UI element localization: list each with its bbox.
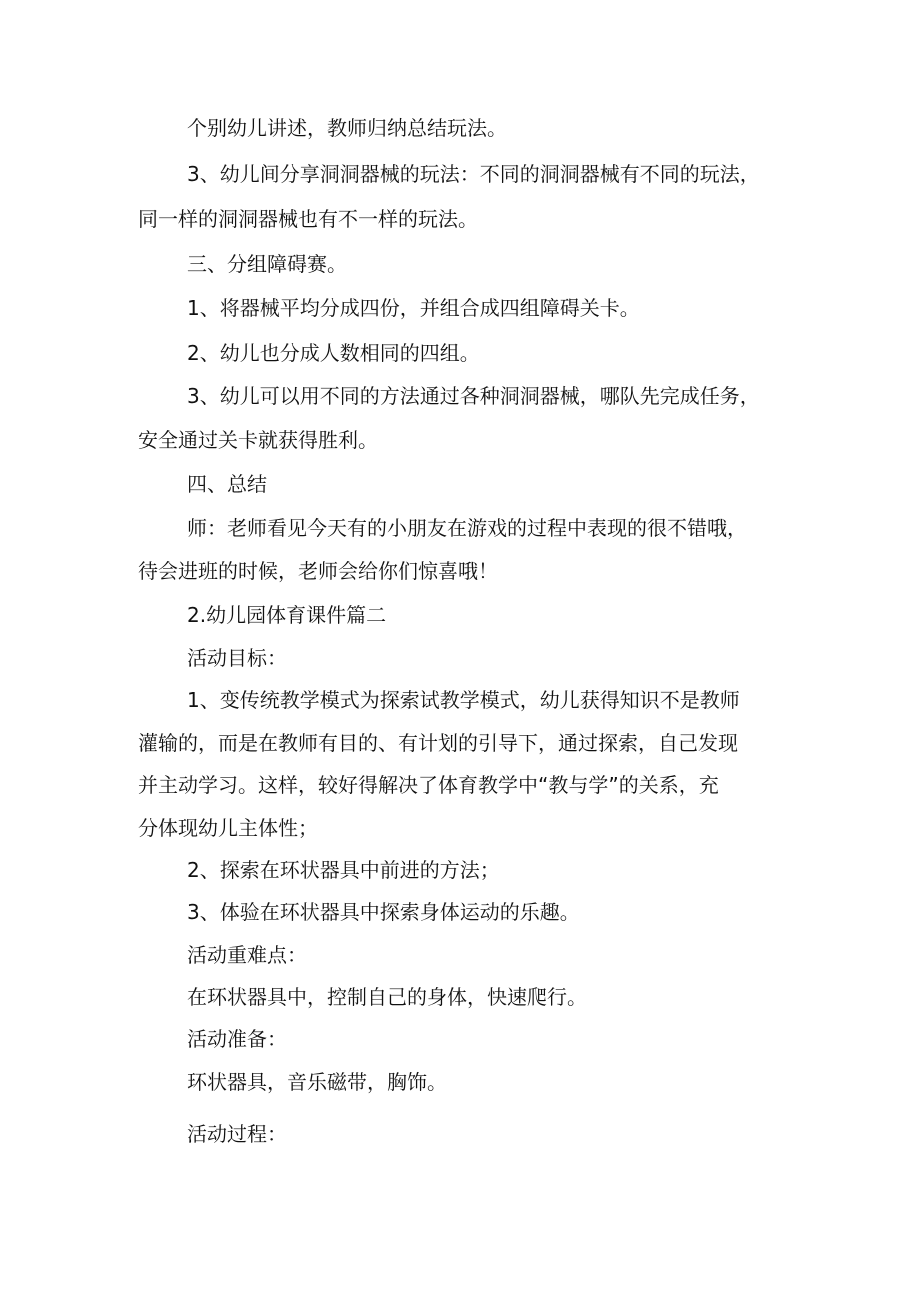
text-line-17: 分体现幼儿主体性；: [138, 816, 318, 840]
text-line-23: 环状器具，音乐磁带，胸饰。: [187, 1070, 447, 1094]
text-line-3: 同一样的洞洞器械也有不一样的玩法。: [138, 207, 478, 231]
text-line-15: 灌输的，而是在教师有目的、有计划的引导下，通过探索，自己发现: [138, 731, 738, 755]
text-line-5: 1、将器械平均分成四份，并组合成四组障碍关卡。: [187, 296, 640, 320]
text-line-7: 3、幼儿可以用不同的方法通过各种洞洞器械，哪队先完成任务，: [187, 384, 760, 408]
text-line-16: 并主动学习。这样，较好得解决了体育教学中“教与学”的关系，充: [138, 773, 719, 797]
text-line-14: 1、变传统教学模式为探索试教学模式，幼儿获得知识不是教师: [187, 688, 740, 712]
text-line-10: 师：老师看见今天有的小朋友在游戏的过程中表现的很不错哦，: [187, 516, 747, 540]
text-line-8: 安全通过关卡就获得胜利。: [138, 428, 378, 452]
text-line-4: 三、分组障碍赛。: [187, 252, 347, 276]
text-line-6: 2、幼儿也分成人数相同的四组。: [187, 341, 480, 365]
text-line-19: 3、体验在环状器具中探索身体运动的乐趣。: [187, 900, 580, 924]
text-line-13: 活动目标：: [187, 646, 287, 670]
text-line-1: 个别幼儿讲述，教师归纳总结玩法。: [187, 116, 507, 140]
section-heading: 2.幼儿园体育课件篇二: [187, 603, 387, 627]
text-line-22: 活动准备：: [187, 1027, 287, 1051]
text-line-11: 待会进班的时候，老师会给你们惊喜哦！: [138, 559, 498, 583]
text-line-2: 3、幼儿间分享洞洞器械的玩法：不同的洞洞器械有不同的玩法，: [187, 162, 760, 186]
text-line-9: 四、总结: [187, 472, 267, 496]
text-line-20: 活动重难点：: [187, 943, 307, 967]
text-line-21: 在环状器具中，控制自己的身体，快速爬行。: [187, 985, 587, 1009]
text-line-24: 活动过程：: [187, 1122, 287, 1146]
text-line-18: 2、探索在环状器具中前进的方法；: [187, 858, 500, 882]
